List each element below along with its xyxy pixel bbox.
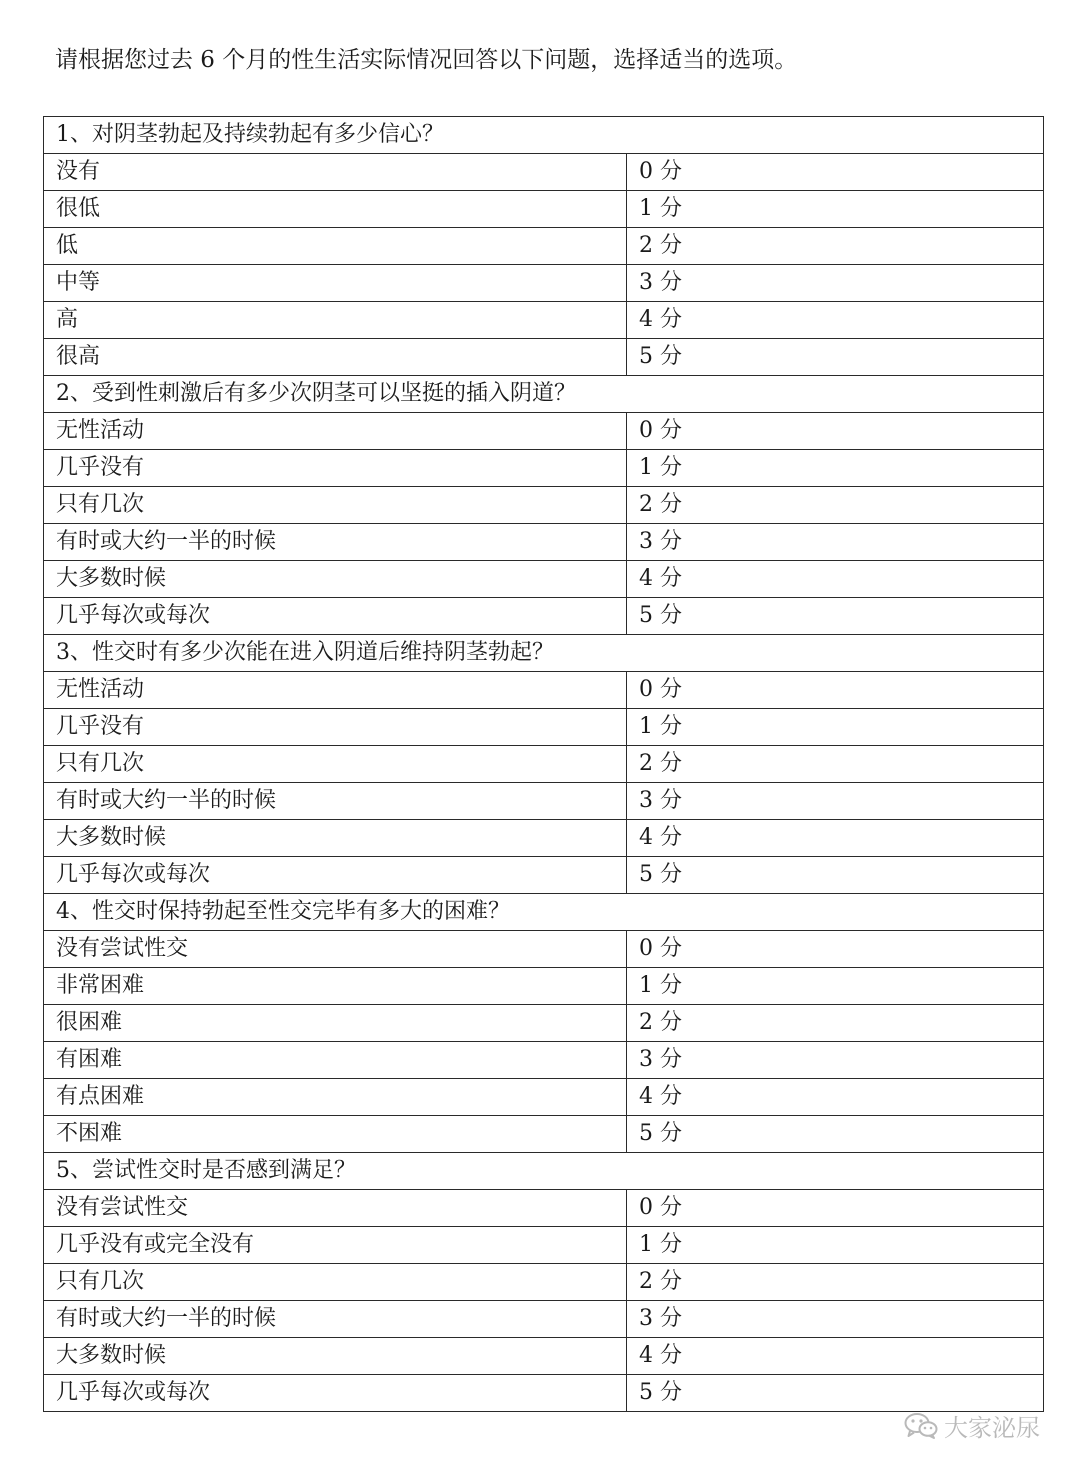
option-row [44,1301,1044,1338]
option-row [44,783,1044,820]
option-score: 2 分 [627,746,1044,783]
option-row [44,1042,1044,1079]
option-row [44,339,1044,376]
option-row [44,450,1044,487]
option-row [44,672,1044,709]
option-score: 1 分 [627,709,1044,746]
option-score: 4 分 [627,561,1044,598]
option-label: 几乎没有 [44,450,627,487]
option-score: 5 分 [627,598,1044,635]
option-label: 只有几次 [44,746,627,783]
option-label: 高 [44,302,627,339]
option-label: 只有几次 [44,487,627,524]
option-row [44,598,1044,635]
option-row [44,1227,1044,1264]
option-score: 0 分 [627,1190,1044,1227]
question-row [44,894,1044,931]
option-row [44,228,1044,265]
option-score: 1 分 [627,1227,1044,1264]
option-label: 只有几次 [44,1264,627,1301]
option-row [44,1190,1044,1227]
option-label: 有时或大约一半的时候 [44,783,627,820]
question-title: 1、对阴茎勃起及持续勃起有多少信心？ [44,117,1044,154]
option-label: 很困难 [44,1005,627,1042]
option-score: 2 分 [627,1005,1044,1042]
option-score: 1 分 [627,968,1044,1005]
option-row [44,1338,1044,1375]
option-row [44,487,1044,524]
option-label: 有困难 [44,1042,627,1079]
watermark-text: 大家泌尿 [944,1414,1040,1442]
option-row [44,265,1044,302]
option-row [44,968,1044,1005]
option-score: 0 分 [627,672,1044,709]
question-title: 3、性交时有多少次能在进入阴道后维持阴茎勃起？ [44,635,1044,672]
question-title: 2、受到性刺激后有多少次阴茎可以坚挺的插入阴道？ [44,376,1044,413]
option-row [44,413,1044,450]
option-row [44,746,1044,783]
option-label: 有时或大约一半的时候 [44,1301,627,1338]
option-row [44,154,1044,191]
option-label: 大多数时候 [44,820,627,857]
option-label: 没有尝试性交 [44,931,627,968]
option-score: 0 分 [627,931,1044,968]
option-score: 2 分 [627,487,1044,524]
option-score: 2 分 [627,1264,1044,1301]
questionnaire-table [43,116,1044,1412]
option-score: 0 分 [627,413,1044,450]
question-row [44,117,1044,154]
option-label: 没有尝试性交 [44,1190,627,1227]
option-score: 3 分 [627,783,1044,820]
option-label: 几乎没有 [44,709,627,746]
option-score: 5 分 [627,1116,1044,1153]
option-row [44,1116,1044,1153]
option-score: 4 分 [627,1338,1044,1375]
option-label: 中等 [44,265,627,302]
option-row [44,1264,1044,1301]
question-title: 4、性交时保持勃起至性交完毕有多大的困难？ [44,894,1044,931]
option-label: 低 [44,228,627,265]
option-label: 无性活动 [44,413,627,450]
option-label: 几乎没有或完全没有 [44,1227,627,1264]
option-score: 4 分 [627,302,1044,339]
question-row [44,1153,1044,1190]
watermark [904,1408,1040,1443]
option-label: 大多数时候 [44,561,627,598]
option-row [44,524,1044,561]
option-score: 2 分 [627,228,1044,265]
option-score: 4 分 [627,1079,1044,1116]
option-score: 1 分 [627,191,1044,228]
option-score: 3 分 [627,265,1044,302]
question-row [44,376,1044,413]
option-label: 几乎每次或每次 [44,1375,627,1412]
intro-text: 请根据您过去 6 个月的性生活实际情况回答以下问题，选择适当的选项。 [55,47,798,73]
option-row [44,561,1044,598]
option-score: 3 分 [627,524,1044,561]
option-row [44,302,1044,339]
wechat-icon [904,1412,938,1440]
option-row [44,820,1044,857]
option-label: 有点困难 [44,1079,627,1116]
option-label: 大多数时候 [44,1338,627,1375]
option-label: 非常困难 [44,968,627,1005]
option-score: 3 分 [627,1301,1044,1338]
option-row [44,1005,1044,1042]
option-label: 有时或大约一半的时候 [44,524,627,561]
option-row [44,709,1044,746]
option-score: 3 分 [627,1042,1044,1079]
option-row [44,931,1044,968]
question-row [44,635,1044,672]
option-row [44,191,1044,228]
option-label: 很低 [44,191,627,228]
option-row [44,857,1044,894]
option-score: 5 分 [627,339,1044,376]
option-label: 几乎每次或每次 [44,857,627,894]
option-row [44,1079,1044,1116]
option-score: 1 分 [627,450,1044,487]
option-label: 很高 [44,339,627,376]
option-label: 无性活动 [44,672,627,709]
option-label: 不困难 [44,1116,627,1153]
option-row [44,1375,1044,1412]
option-score: 0 分 [627,154,1044,191]
option-label: 没有 [44,154,627,191]
option-score: 5 分 [627,857,1044,894]
option-score: 4 分 [627,820,1044,857]
option-label: 几乎每次或每次 [44,598,627,635]
option-score: 5 分 [627,1375,1044,1412]
question-title: 5、尝试性交时是否感到满足？ [44,1153,1044,1190]
